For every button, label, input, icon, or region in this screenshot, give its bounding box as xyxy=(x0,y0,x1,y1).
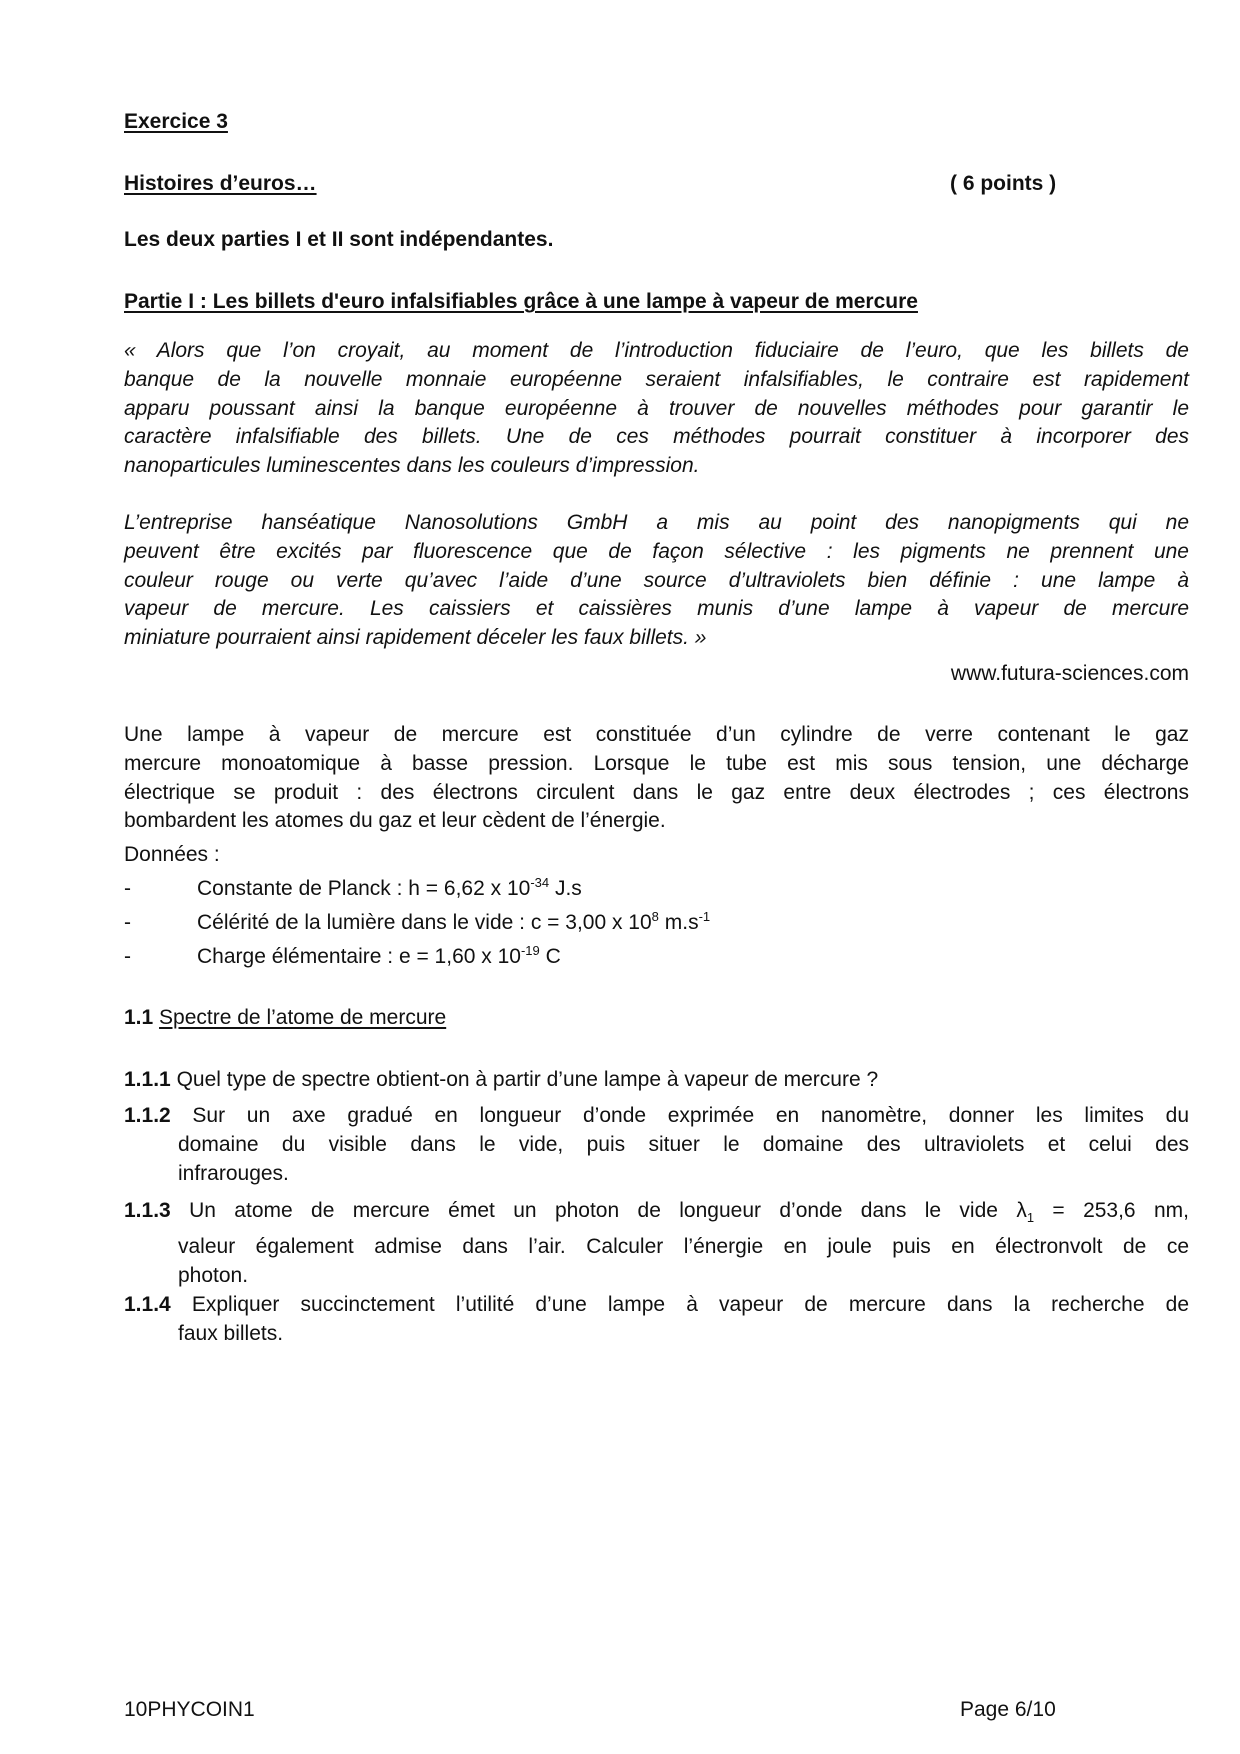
text-line: domaine du visible dans le vide, puis situer le domaine des ultraviolets et celui des xyxy=(178,1132,1189,1156)
exponent: -34 xyxy=(530,875,550,890)
question-number: 1.1.4 xyxy=(124,1293,171,1316)
text-line: L’entreprise hanséatique Nanosolutions GmbH a mis au point des nanopigments qui ne xyxy=(124,511,1189,534)
independence-note: Les deux parties I et II sont indépendantes. xyxy=(124,228,554,251)
question-number: 1.1.2 xyxy=(124,1104,171,1127)
speed-of-light xyxy=(197,911,710,935)
quote-paragraph-1 xyxy=(124,337,1189,481)
question-1-1-1 xyxy=(124,1066,1189,1095)
question-1-1-2 xyxy=(124,1102,1189,1188)
text-line: valeur également admise dans l’air. Calculer l’énergie en joule puis en électronvolt de ce xyxy=(178,1234,1189,1258)
part-title: Partie I : Les billets d'euro infalsifiables grâce à une lampe à vapeur de mercure xyxy=(124,290,918,313)
elementary-charge xyxy=(197,945,561,969)
data-label: Données : xyxy=(124,843,220,866)
question-number: 1.1.1 xyxy=(124,1068,171,1091)
text-line: Expliquer succinctement l’utilité d’une lampe à vapeur de mercure dans la recherche de xyxy=(191,1293,1189,1316)
exponent: -1 xyxy=(698,909,711,924)
section-heading xyxy=(124,1006,446,1030)
planck-constant xyxy=(197,877,582,901)
text-line: apparu poussant ainsi la banque européenne à trouver de nouvelles méthodes pour garantir le xyxy=(124,396,1189,420)
bullet-dash: - xyxy=(124,911,131,934)
exponent: 8 xyxy=(651,909,659,924)
text-line: Sur un axe gradué en longueur d’onde exprimée en nanomètre, donner les limites du xyxy=(192,1104,1189,1127)
question-1-1-4 xyxy=(124,1291,1189,1349)
text-line: Un atome de mercure émet un photon de longueur d’onde dans le vide λ xyxy=(189,1199,1027,1222)
text: Charge élémentaire : e = 1,60 x 10 xyxy=(197,945,521,968)
quote-source: www.futura-sciences.com xyxy=(950,662,1189,685)
text-line: caractère infalsifiable des billets. Une de ces méthodes pourrait constituer à incorporer des xyxy=(124,425,1189,449)
quote-paragraph-2 xyxy=(124,509,1189,653)
points: ( 6 points ) xyxy=(950,172,1057,195)
page-number: Page 6/10 xyxy=(960,1698,1056,1721)
exercise-number: Exercice 3 xyxy=(124,110,228,133)
text-line: bombardent les atomes du gaz et leur cèdent de l’énergie. xyxy=(124,809,666,833)
bullet-dash: - xyxy=(124,877,131,900)
unit: J.s xyxy=(549,877,582,900)
bullet-dash: - xyxy=(124,945,131,968)
text: = 253,6 nm, xyxy=(1034,1199,1189,1222)
text-line: Quel type de spectre obtient-on à partir d’une lampe à vapeur de mercure ? xyxy=(176,1068,879,1091)
text-line: faux billets. xyxy=(178,1321,284,1345)
intro-paragraph xyxy=(124,721,1189,836)
section-title: Spectre de l’atome de mercure xyxy=(159,1006,447,1029)
text-line: vapeur de mercure. Les caissiers et caissières munis d’une lampe à vapeur de mercure xyxy=(124,597,1189,621)
exponent: -19 xyxy=(520,943,540,958)
text-line: banque de la nouvelle monnaie européenne seraient infalsifiables, le contraire est rapidement xyxy=(124,367,1189,391)
text: Célérité de la lumière dans le vide : c = 3,00 x 10 xyxy=(197,911,652,934)
section-number: 1.1 xyxy=(124,1006,154,1029)
text: Constante de Planck : h = 6,62 x 10 xyxy=(197,877,531,900)
subscript: 1 xyxy=(1026,1210,1035,1226)
text-line: photon. xyxy=(178,1263,249,1287)
text-line: mercure monoatomique à basse pression. Lorsque le tube est mis sous tension, une décharge xyxy=(124,751,1189,775)
text-line: nanoparticules luminescentes dans les couleurs d’impression. xyxy=(124,454,700,478)
unit: m.s xyxy=(658,911,699,934)
question-number: 1.1.3 xyxy=(124,1199,171,1222)
question-1-1-3 xyxy=(124,1197,1189,1291)
text-line: miniature pourraient ainsi rapidement déceler les faux billets. » xyxy=(124,626,707,650)
text-line: « Alors que l’on croyait, au moment de l’introduction fiduciaire de l’euro, que les billets de xyxy=(124,339,1189,362)
unit: C xyxy=(539,945,561,968)
text-line: infrarouges. xyxy=(178,1161,289,1185)
document-code: 10PHYCOIN1 xyxy=(124,1698,255,1721)
text-line: Une lampe à vapeur de mercure est constituée d’un cylindre de verre contenant le gaz xyxy=(124,723,1189,746)
text-line: couleur rouge ou verte qu’avec l’aide d’une source d’ultraviolets bien définie : une lampe à xyxy=(124,568,1189,592)
text-line: électrique se produit : des électrons circulent dans le gaz entre deux électrodes ; ces électrons xyxy=(124,780,1189,804)
text-line: peuvent être excités par fluorescence que de façon sélective : les pigments ne prennent une xyxy=(124,539,1189,563)
exercise-title: Histoires d’euros… xyxy=(124,172,317,195)
